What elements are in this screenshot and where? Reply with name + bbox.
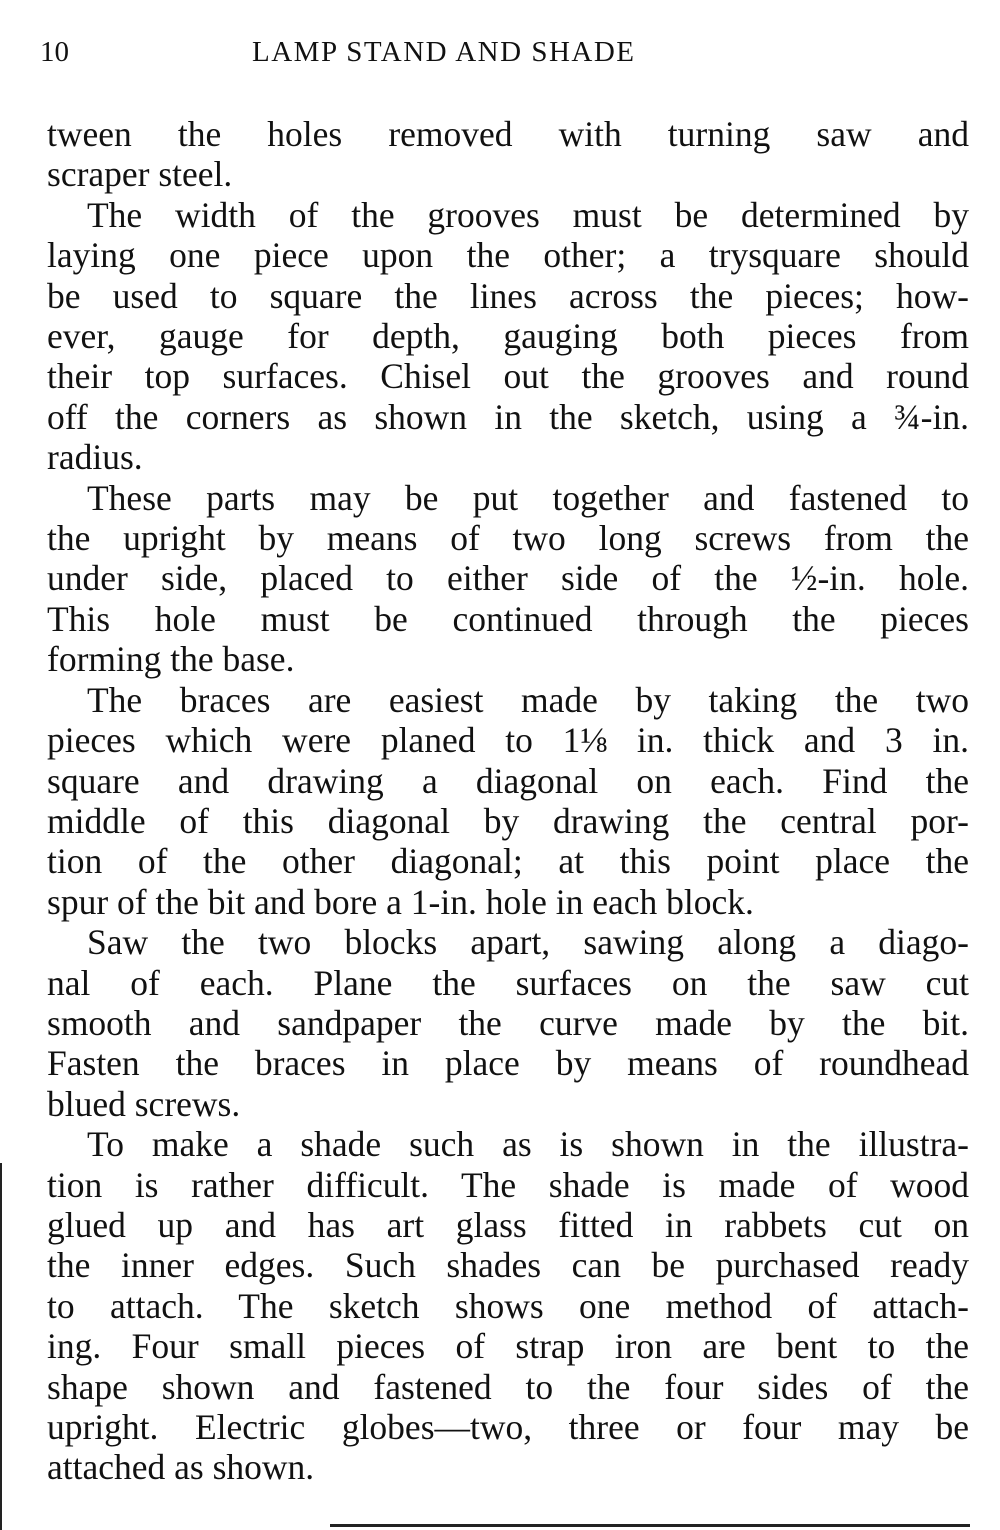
text-line: blued screws.	[47, 1083, 241, 1124]
text-line: To make a shade such as is shown in the illustra-	[87, 1124, 969, 1165]
paragraph	[47, 114, 969, 195]
text-line: glued up and has art glass fitted in rabbets cut on	[47, 1204, 969, 1245]
text-line: nal of each. Plane the surfaces on the saw cut	[47, 962, 969, 1003]
text-line: middle of this diagonal by drawing the central por-	[47, 800, 969, 841]
text-line: shape shown and fastened to the four sides of the	[47, 1366, 969, 1407]
text-line: tion is rather difficult. The shade is made of wood	[47, 1164, 969, 1205]
text-line: laying one piece upon the other; a trysquare should	[47, 235, 969, 276]
text-line: spur of the bit and bore a 1-in. hole in each block.	[47, 881, 754, 922]
text-line: their top surfaces. Chisel out the grooves and round	[47, 356, 969, 397]
text-line: Saw the two blocks apart, sawing along a diago-	[87, 922, 969, 963]
text-line: These parts may be put together and fastened to	[87, 477, 969, 518]
text-line: Fasten the braces in place by means of roundhead	[47, 1043, 969, 1084]
text-line: under side, placed to either side of the ½-in. hole.	[47, 558, 969, 599]
text-line: tween the holes removed with turning saw and	[47, 114, 969, 154]
text-line: ever, gauge for depth, gauging both pieces from	[47, 316, 969, 357]
paragraph	[47, 195, 969, 478]
text-line: the upright by means of two long screws from the	[47, 518, 969, 559]
text-line: the inner edges. Such shades can be purchased ready	[47, 1245, 969, 1286]
text-line: smooth and sandpaper the curve made by the bit.	[47, 1002, 969, 1043]
paragraph	[47, 922, 969, 1124]
paragraph	[47, 680, 969, 922]
text-line: The width of the grooves must be determined by	[87, 194, 969, 235]
paragraph	[47, 478, 969, 680]
text-line: ing. Four small pieces of strap iron are bent to the	[47, 1326, 969, 1367]
paragraph	[47, 1124, 969, 1488]
text-line: attached as shown.	[47, 1447, 315, 1488]
left-margin-rule	[0, 1163, 2, 1530]
page-header	[40, 30, 970, 74]
text-line: square and drawing a diagonal on each. Find the	[47, 760, 969, 801]
text-line: upright. Electric globes—two, three or four may be	[47, 1407, 969, 1447]
running-title: LAMP STAND AND SHADE	[252, 36, 636, 68]
text-line: off the corners as shown in the sketch, using a ¾-in.	[47, 396, 969, 437]
text-line: The braces are easiest made by taking the two	[87, 679, 969, 720]
bottom-rule	[330, 1524, 970, 1527]
page-number: 10	[40, 36, 69, 68]
body-text	[47, 114, 969, 1488]
text-line: tion of the other diagonal; at this point place the	[47, 841, 969, 882]
text-line: scraper steel.	[47, 154, 233, 195]
text-line: to attach. The sketch shows one method of attach-	[47, 1285, 969, 1326]
text-line: pieces which were planed to 1⅛ in. thick and 3 in.	[47, 720, 969, 761]
text-line: be used to square the lines across the pieces; how-	[47, 275, 969, 316]
text-line: radius.	[47, 437, 143, 478]
text-line: This hole must be continued through the pieces	[47, 598, 969, 639]
text-line: forming the base.	[47, 639, 295, 680]
